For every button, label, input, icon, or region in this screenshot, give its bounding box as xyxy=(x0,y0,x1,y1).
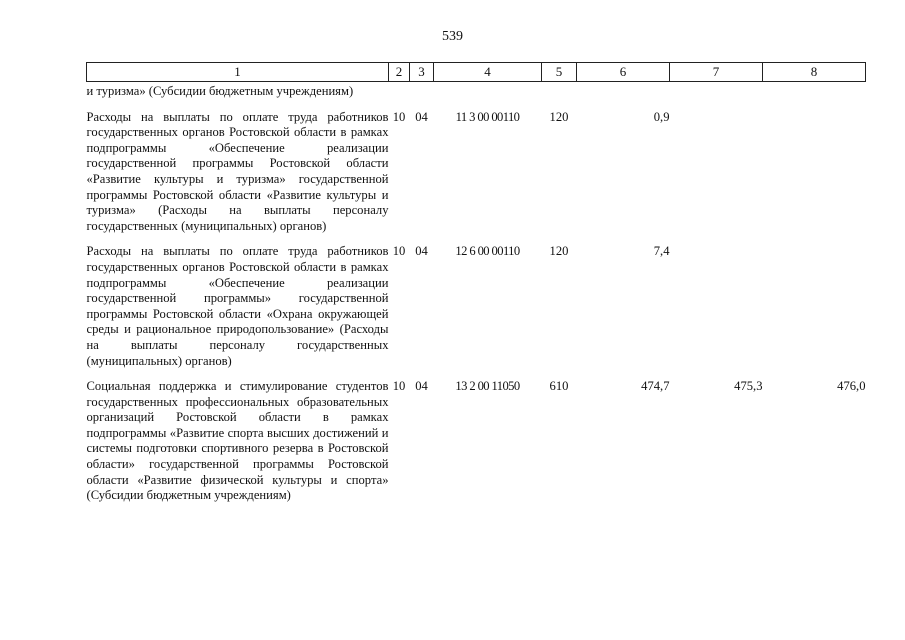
table-row xyxy=(87,379,866,514)
cell-section: 10 xyxy=(392,109,406,124)
cell-target-code: 11 3 00 00110 xyxy=(455,109,520,124)
cell-subsection: 04 xyxy=(415,109,428,124)
cell-expense-type: 120 xyxy=(549,109,569,124)
column-header-7: 7 xyxy=(670,63,763,82)
column-header-4: 4 xyxy=(434,63,542,82)
cell-expense-type: 610 xyxy=(549,379,569,394)
cell-amount-col7 xyxy=(670,244,763,379)
column-header-6: 6 xyxy=(577,63,670,82)
row-description: Социальная поддержка и стимулирование студентов государственных профессиональных образовательных организаций Ростовской области в рамках подпрограммы «Развитие спорта высших достижений и системы подготовки спортивного резерва в Ростовской области» государственной программы Ростовской области «Развитие физической культуры и спорта» (Субсидии бюджетным учреждениям) xyxy=(86,379,389,503)
row-description: и туризма» (Субсидии бюджетным учреждениям) xyxy=(86,84,354,98)
page-number: 539 xyxy=(442,29,463,44)
cell-amount-col8 xyxy=(763,244,866,379)
cell-amount-col7 xyxy=(670,110,763,245)
table-row xyxy=(87,110,866,245)
cell-amount-col6: 7,4 xyxy=(653,244,670,259)
table-row xyxy=(87,244,866,379)
cell-amount-col8 xyxy=(763,110,866,245)
cell-target-code: 13 2 00 11050 xyxy=(455,379,520,394)
cell-amount-col8: 476,0 xyxy=(837,379,866,394)
cell-amount-col6: 0,9 xyxy=(653,109,670,124)
cell-subsection: 04 xyxy=(415,244,428,259)
column-header-1: 1 xyxy=(87,63,389,82)
cell-subsection: 04 xyxy=(415,379,428,394)
cell-section: 10 xyxy=(392,244,406,259)
row-description: Расходы на выплаты по оплате труда работников государственных органов Ростовской области в рамках подпрограммы «Обеспечение реализации государственной программы» государственной программы Ростовской области «Охрана окружающей среды и рациональное природопользование» (Расходы на выплаты персоналу государственных (муниципальных) органов) xyxy=(86,244,389,368)
cell-section: 10 xyxy=(392,379,406,394)
cell-amount-col6: 474,7 xyxy=(641,379,670,394)
column-header-8: 8 xyxy=(763,63,866,82)
table-row-continuation xyxy=(87,82,866,110)
column-header-5: 5 xyxy=(542,63,577,82)
cell-expense-type: 120 xyxy=(549,244,569,259)
budget-table xyxy=(86,62,866,514)
row-description: Расходы на выплаты по оплате труда работников государственных органов Ростовской области в рамках подпрограммы «Обеспечение реализации государственной программы Ростовской области «Развитие культуры и туризма» государственной программы Ростовской области «Развитие культуры и туризма» (Расходы на выплаты персоналу государственных (муниципальных) органов) xyxy=(86,109,389,233)
cell-amount-col7: 475,3 xyxy=(734,379,763,394)
column-header-3: 3 xyxy=(410,63,434,82)
cell-target-code: 12 6 00 00110 xyxy=(455,244,520,259)
header-row xyxy=(87,63,866,82)
column-header-2: 2 xyxy=(389,63,410,82)
